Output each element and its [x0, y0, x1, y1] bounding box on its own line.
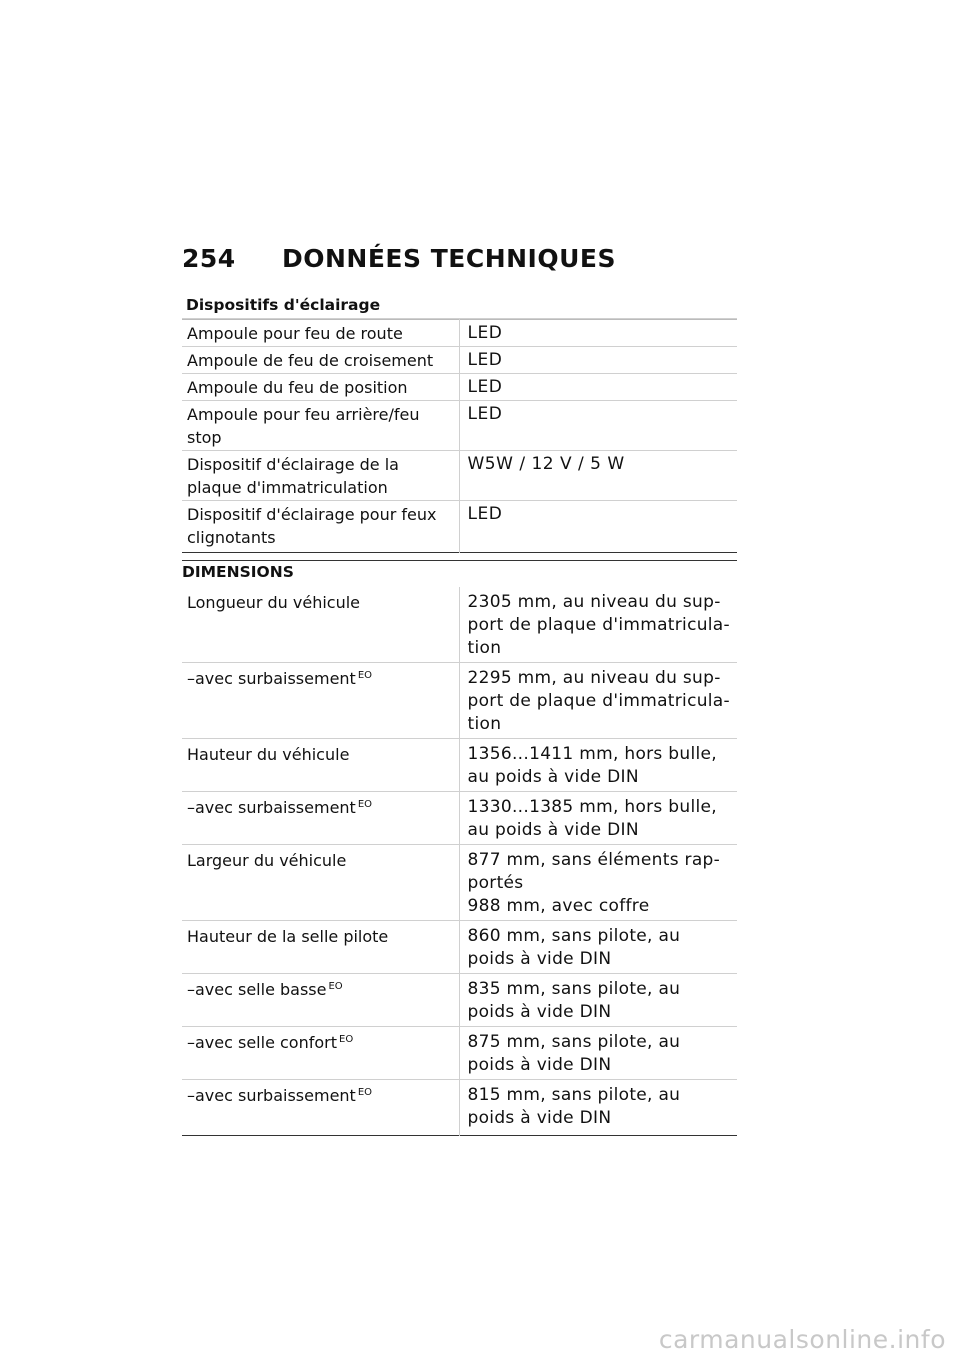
table-row: [182, 739, 737, 792]
table-row: [182, 347, 737, 374]
spec-label: Hauteur de la selle pilote: [182, 921, 459, 974]
spec-value: W5W / 12 V / 5 W: [459, 451, 737, 501]
spec-value: LED: [459, 374, 737, 401]
spec-label: Ampoule pour feu arrière/feu stop: [182, 401, 459, 451]
page-number: 254: [182, 244, 236, 273]
table-row: [182, 587, 737, 663]
page-title: DONNÉES TECHNIQUES: [282, 244, 616, 273]
spec-label: Ampoule de feu de croisement: [182, 347, 459, 374]
spec-label-text: –avec surbaissement: [187, 1086, 356, 1105]
spec-value: LED: [459, 501, 737, 553]
spec-value: 2295 mm, au niveau du sup-port de plaque d'immatricula-tion: [459, 663, 737, 739]
table-row: [182, 1027, 737, 1080]
option-mark: EO: [339, 1033, 354, 1045]
table-row: [182, 451, 737, 501]
spec-label: Hauteur du véhicule: [182, 739, 459, 792]
spec-value: 1356...1411 mm, hors bulle, au poids à vide DIN: [459, 739, 737, 792]
spec-value: 815 mm, sans pilote, au poids à vide DIN: [459, 1080, 737, 1136]
spec-value: LED: [459, 401, 737, 451]
table-row: [182, 792, 737, 845]
option-mark: EO: [357, 669, 373, 681]
spec-label: Longueur du véhicule: [182, 587, 459, 663]
lighting-heading: Dispositifs d'éclairage: [182, 293, 737, 319]
table-row: [182, 501, 737, 553]
option-mark: EO: [357, 798, 373, 810]
spec-label-text: –avec surbaissement: [187, 798, 356, 817]
spec-label: [182, 663, 459, 739]
spec-value: 1330...1385 mm, hors bulle, au poids à vide DIN: [459, 792, 737, 845]
spec-label: Dispositif d'éclairage de la plaque d'immatriculation: [182, 451, 459, 501]
spec-label: Dispositif d'éclairage pour feux clignotants: [187, 505, 437, 547]
option-mark: EO: [328, 980, 343, 992]
table-row: [182, 401, 737, 451]
dimensions-table: [182, 587, 737, 1136]
spec-label: [182, 974, 459, 1027]
table-row: [182, 921, 737, 974]
spec-label: [182, 1080, 459, 1136]
spec-label: Largeur du véhicule: [182, 845, 459, 921]
table-row: [182, 663, 737, 739]
spec-value: LED: [459, 347, 737, 374]
spec-value-line: 988 mm, avec coffre: [467, 896, 650, 916]
watermark: carmanualsonline.info: [658, 1325, 946, 1354]
page-header: [182, 244, 616, 273]
spec-label-text: –avec selle confort: [187, 1033, 337, 1052]
spec-label: Ampoule du feu de position: [182, 374, 459, 401]
spec-label: [182, 792, 459, 845]
spec-value: 835 mm, sans pilote, au poids à vide DIN: [459, 974, 737, 1027]
table-row: [182, 845, 737, 921]
option-mark: EO: [357, 1086, 373, 1098]
spec-label-text: –avec surbaissement: [187, 669, 356, 688]
spec-value: LED: [459, 320, 737, 347]
lighting-table: [182, 293, 737, 553]
spec-value: 875 mm, sans pilote, au poids à vide DIN: [459, 1027, 737, 1080]
spec-value: 2305 mm, au niveau du sup-port de plaque d'immatricula-tion: [459, 587, 737, 663]
spec-value: 860 mm, sans pilote, au poids à vide DIN: [459, 921, 737, 974]
spec-label: Ampoule pour feu de route: [182, 320, 459, 347]
spec-value: [459, 845, 737, 921]
table-row: [182, 1080, 737, 1136]
spec-label-text: –avec selle basse: [187, 980, 327, 999]
spec-label: [182, 1027, 459, 1080]
lighting-section: [182, 293, 737, 553]
table-row: [182, 374, 737, 401]
spec-value-line: 877 mm, sans éléments rap-portés: [467, 850, 721, 893]
table-row: [182, 320, 737, 347]
dimensions-section: [182, 560, 737, 1136]
table-row: [182, 974, 737, 1027]
dimensions-heading: DIMENSIONS: [182, 560, 737, 587]
